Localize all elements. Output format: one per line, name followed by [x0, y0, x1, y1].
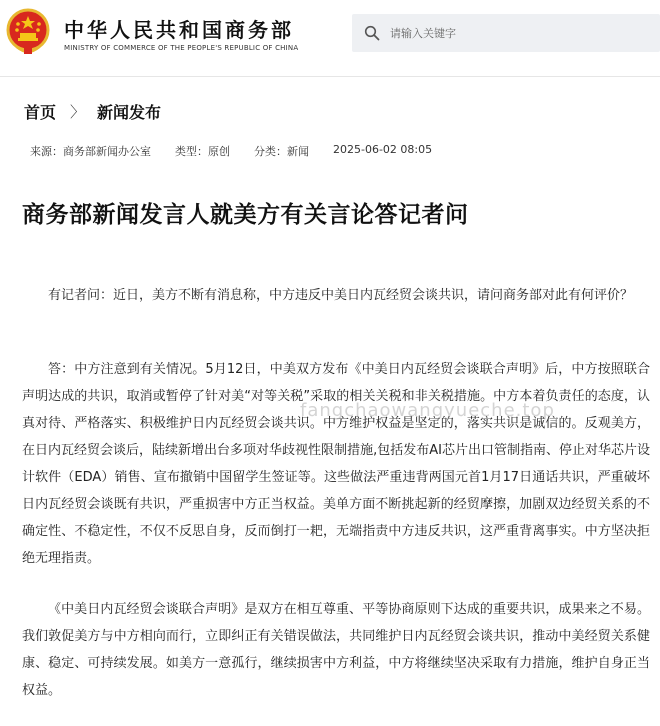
national-emblem-icon[interactable]	[6, 8, 50, 56]
meta-category-value: 新闻	[287, 145, 309, 158]
search-box[interactable]	[352, 14, 660, 52]
meta-type-label: 类型：	[175, 145, 208, 158]
meta-type-value: 原创	[208, 145, 230, 158]
search-icon[interactable]	[364, 25, 380, 41]
search-input[interactable]	[390, 14, 650, 52]
meta-type	[175, 143, 230, 159]
site-subtitle: MINISTRY OF COMMERCE OF THE PEOPLE'S REPUBLIC OF CHINA	[64, 44, 299, 52]
breadcrumb-current[interactable]: 新闻发布	[97, 102, 162, 122]
article-paragraph: 有记者问：近日，美方不断有消息称，中方违反中美日内瓦经贸会谈共识，请问商务部对此有何评价？	[48, 288, 634, 303]
meta-source-value: 商务部新闻办公室	[63, 145, 151, 158]
site-title[interactable]: 中华人民共和国商务部	[64, 18, 294, 42]
article-paragraph: 《中美日内瓦经贸会谈联合声明》是双方在相互尊重、平等协商原则下达成的重要共识，成果来之不易。我们敦促美方与中方相向而行，立即纠正有关错误做法，共同维护日内瓦经贸会谈共识，推动中美经贸关系健康、稳定、可持续发展。如美方一意孤行，继续损害中方利益，中方将继续坚决采取有力措施，维护自身正当权益。	[22, 602, 650, 698]
meta-source-label: 来源：	[30, 145, 63, 158]
header-divider	[0, 76, 660, 77]
meta-category-label: 分类：	[254, 145, 287, 158]
breadcrumb-home[interactable]: 首页	[24, 102, 57, 122]
meta-category	[254, 143, 309, 159]
watermark: fangchaowangyueche.top	[300, 400, 555, 421]
site-header	[0, 0, 660, 72]
meta-source	[30, 143, 151, 159]
article-title: 商务部新闻发言人就美方有关言论答记者问	[22, 202, 469, 228]
article-meta	[30, 143, 456, 159]
meta-datetime: 2025-06-02 08:05	[333, 143, 433, 156]
breadcrumb-separator: 〉	[70, 102, 86, 121]
breadcrumb	[24, 100, 161, 122]
article-paragraph: 答：中方注意到有关情况。5月12日，中美双方发布《中美日内瓦经贸会谈联合声明》后，中方按照联合声明达成的共识，取消或暂停了针对美“对等关税”采取的相关关税和非关税措施。中方本着负责任的态度，认真对待、严格落实、积极维护日内瓦经贸会谈共识。中方维护权益是坚定的，落实共识是诚信的。反观美方，在日内瓦经贸会谈后，陆续新增出台多项对华歧视性限制措施,包括发布AI芯片出口管制指南、停止对华芯片设计软件（EDA）销售、宣布撤销中国留学生签证等。这些做法严重违背两国元首1月17日通话共识，严重破坏日内瓦经贸会谈既有共识，严重损害中方正当权益。美单方面不断挑起新的经贸摩擦，加剧双边经贸关系的不确定性、不稳定性，不仅不反思自身，反而倒打一耙，无端指责中方违反共识，这严重背离事实。中方坚决拒绝无理指责。	[22, 362, 650, 566]
